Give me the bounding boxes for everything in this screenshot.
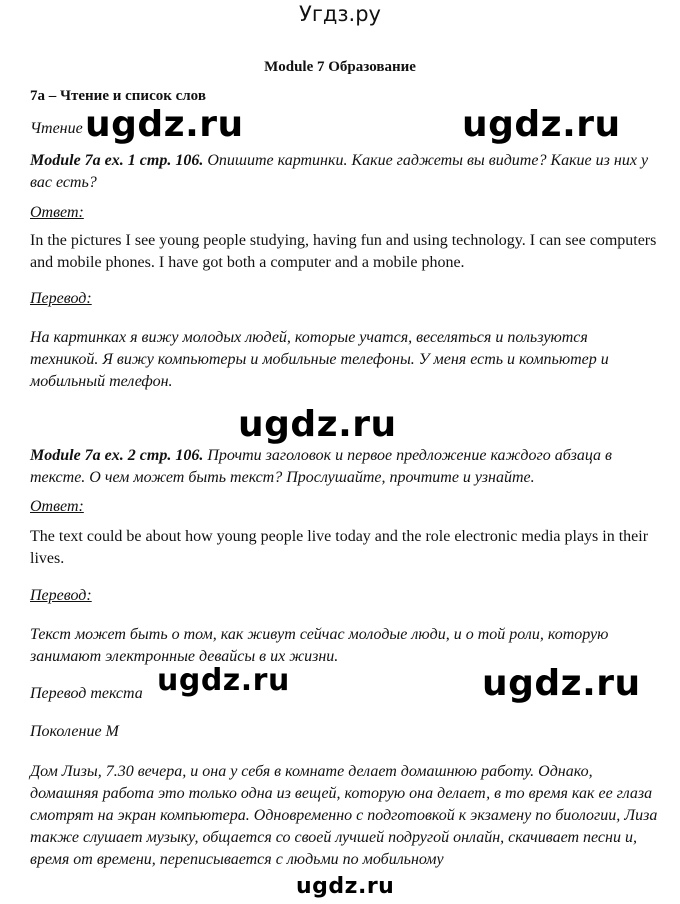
- exercise-1-translation-label: Перевод:: [30, 290, 92, 307]
- text-translation-label: Перевод текста: [30, 685, 143, 702]
- exercise-1-task: [30, 150, 660, 194]
- exercise-1-text: Опишите картинки. Какие гаджеты вы видите? Какие из них у вас есть?: [30, 152, 649, 191]
- exercise-2-translation-label: Перевод:: [30, 587, 92, 604]
- watermark: ugdz.ru: [238, 404, 397, 445]
- exercise-1-translation: На картинках я вижу молодых людей, которые учатся, веселяться и пользуются техникой. Я вижу компьютеры и мобильные телефоны. У меня есть и компьютер и мобильный телефон.: [30, 329, 609, 390]
- exercise-2-ref: Module 7a ex. 2 стр. 106.: [30, 447, 204, 464]
- exercise-2-translation: Текст может быть о том, как живут сейчас молодые люди, и о той роли, которую занимают электронные девайсы в их жизни.: [30, 626, 609, 665]
- text-body: Дом Лизы, 7.30 вечера, и она у себя в комнате делает домашнюю работу. Однако, домашняя работа это только одна из вещей, которую она делает, в то время как ее глаза смотрят на экран компьютера. Одновременно с подготовкой к экзамену по биологии, Лиза также слушает музыку, общается со своей лучшей подругой онлайн, скачивает песни и, время от времени, переписывается с людьми по мобильному: [30, 763, 658, 868]
- exercise-1-ref: Module 7a ex. 1 стр. 106.: [30, 152, 204, 169]
- watermark: ugdz.ru: [296, 874, 395, 899]
- module-title: Module 7 Образование: [264, 59, 416, 75]
- watermark: ugdz.ru: [85, 104, 244, 145]
- watermark: ugdz.ru: [462, 104, 621, 145]
- exercise-2-answer-label: Ответ:: [30, 498, 84, 515]
- watermark: ugdz.ru: [157, 663, 290, 698]
- reading-label: Чтение: [30, 120, 83, 137]
- text-title: Поколение М: [30, 723, 119, 740]
- watermark: ugdz.ru: [482, 663, 641, 704]
- exercise-1-answer: In the pictures I see young people studying, having fun and using technology. I can see computers and mobile phones. I have got both a computer and a mobile phone.: [30, 232, 657, 271]
- site-header: Угдз.ру: [299, 2, 381, 26]
- exercise-2-answer: The text could be about how young people live today and the role electronic media plays in their lives.: [30, 528, 649, 567]
- exercise-2-text: Прочти заголовок и первое предложение каждого абзаца в тексте. О чем может быть текст? Прослушайте, прочтите и узнайте.: [30, 447, 612, 486]
- exercise-2-task: [30, 445, 660, 489]
- exercise-1-answer-label: Ответ:: [30, 204, 84, 221]
- section-title: 7a – Чтение и список слов: [30, 88, 206, 104]
